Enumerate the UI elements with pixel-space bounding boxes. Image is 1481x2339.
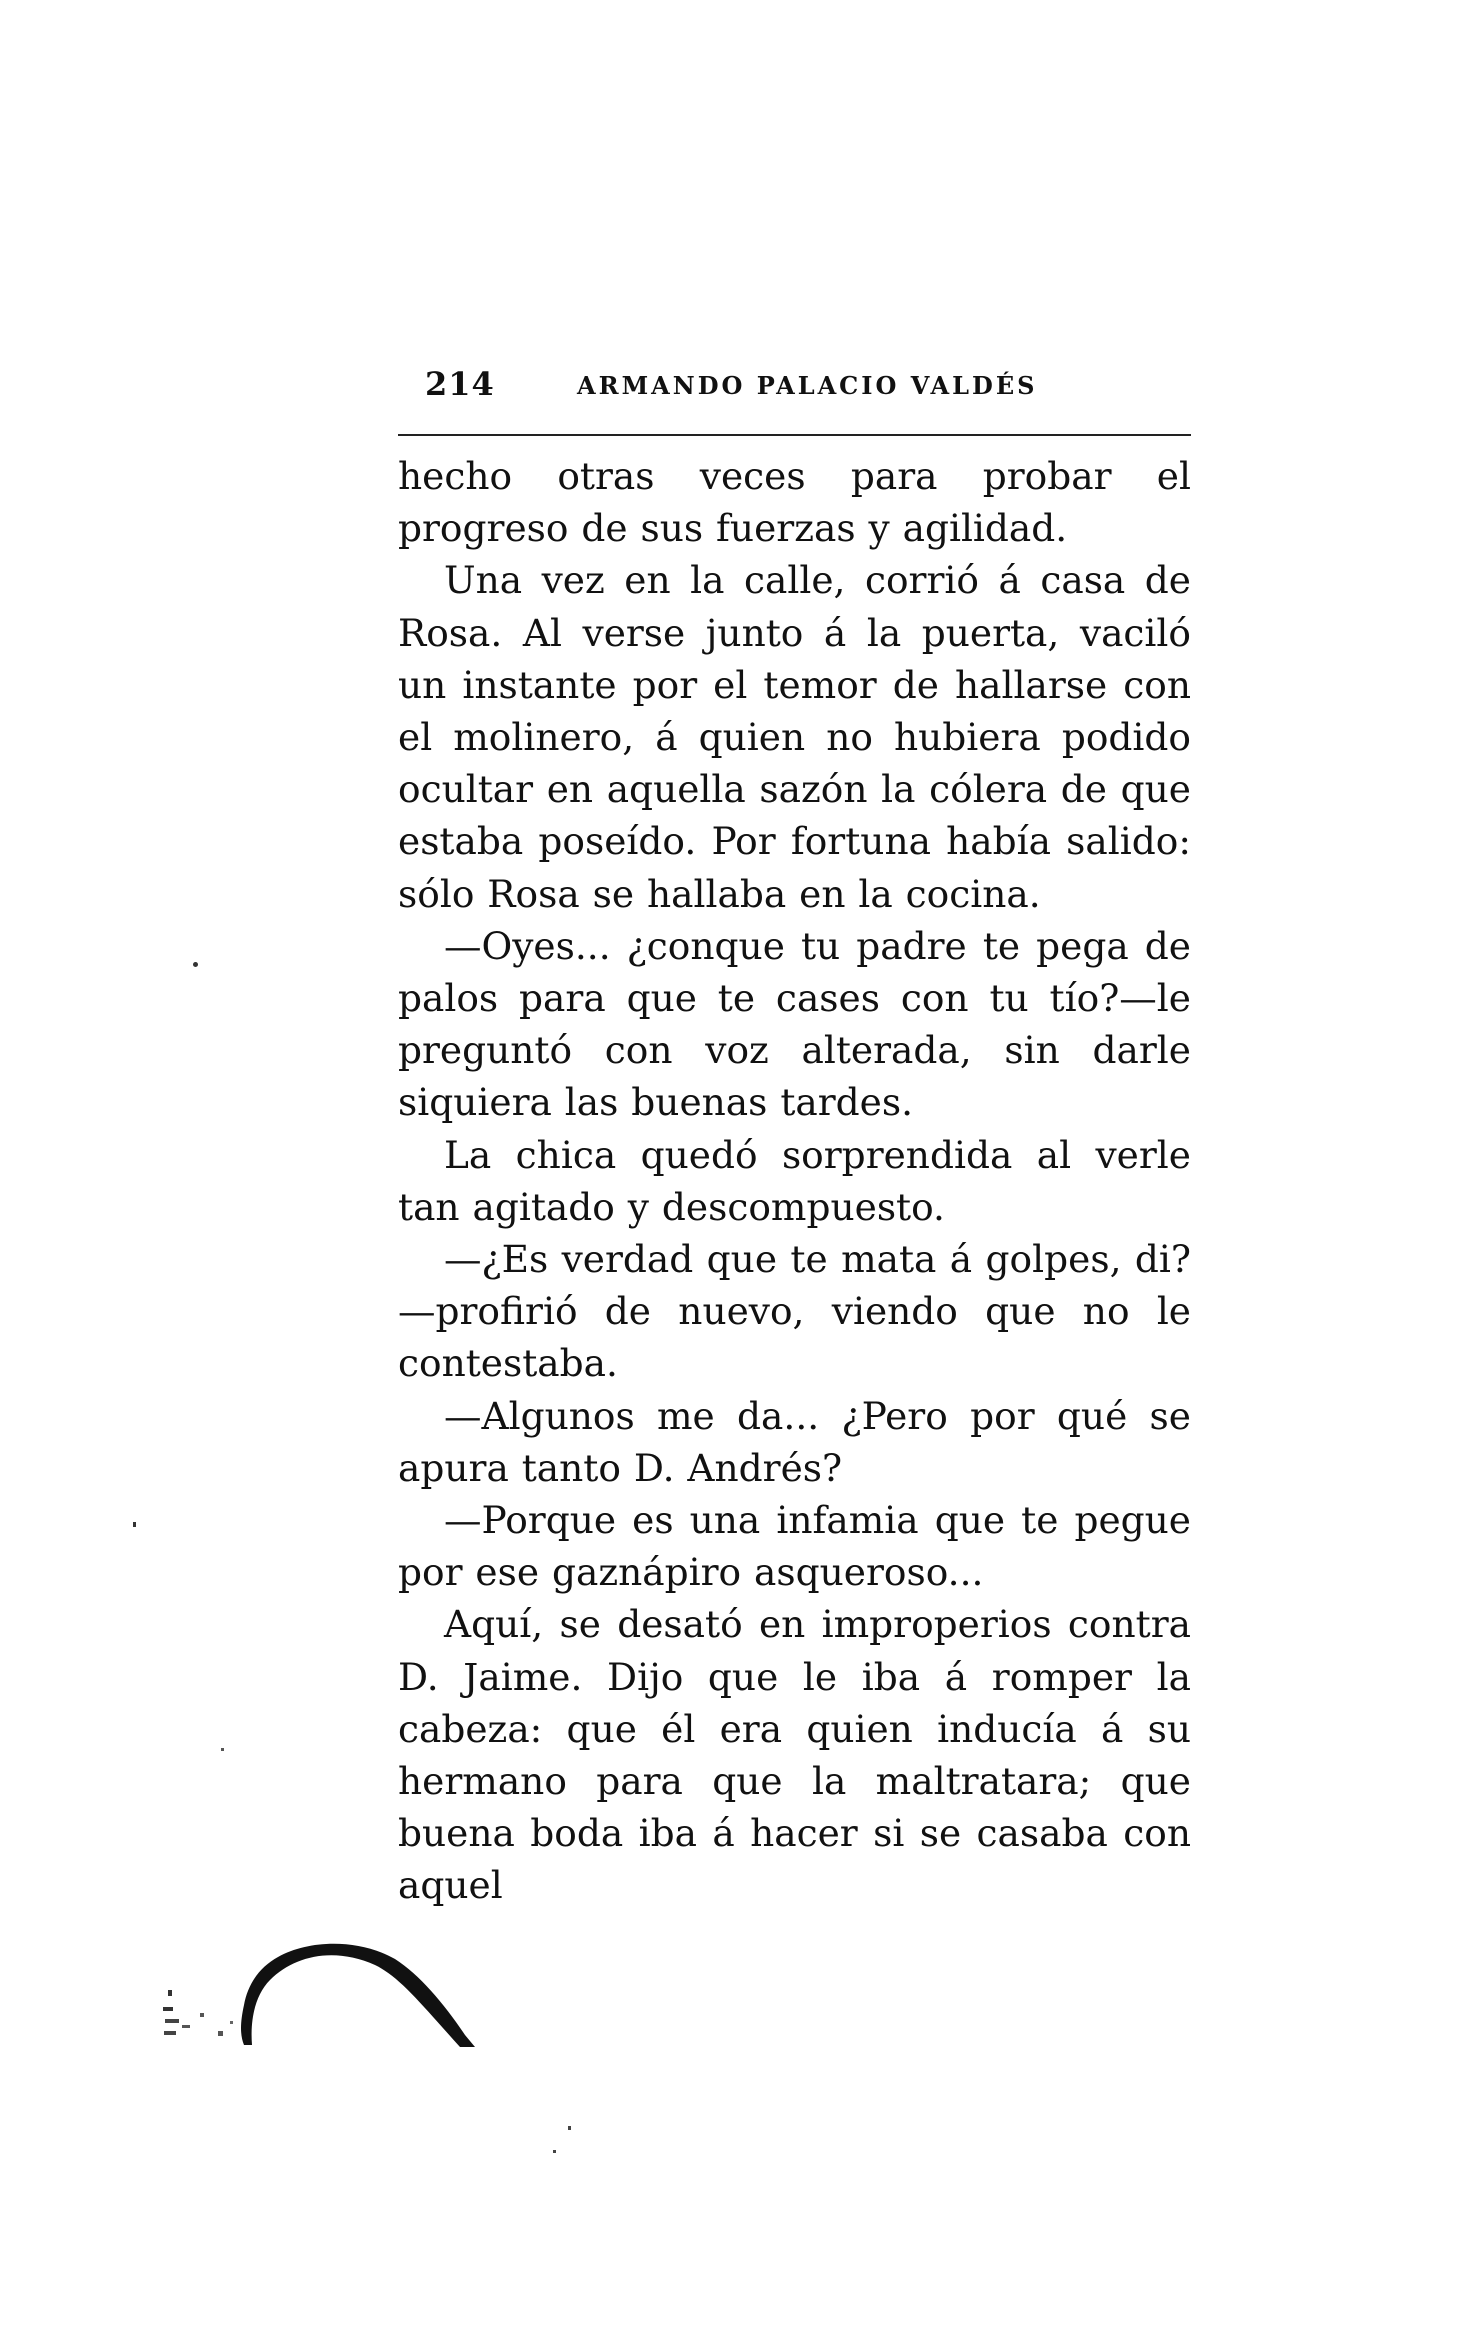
scan-artifact xyxy=(160,1935,480,2055)
scan-speck xyxy=(553,2150,556,2153)
paragraph-6: —Algunos me da... ¿Pero por qué se apura tanto D. Andrés? xyxy=(398,1393,1191,1490)
paragraph-2: Una vez en la calle, corrió á casa de Rosa. Al verse junto á la puerta, vaciló un instante por el temor de hallarse con el molinero, á quien no hubiera podido ocultar en aquella sazón la cólera de que estaba poseído. Por fortuna había salido: sólo Rosa se hallaba en la cocina. xyxy=(398,558,1191,916)
paragraph-5: —¿Es verdad que te mata á golpes, di? —profirió de nuevo, viendo que no le contestaba. xyxy=(398,1237,1191,1386)
scan-speck xyxy=(133,1522,136,1527)
paragraph-1: hecho otras veces para probar el progreso de sus fuerzas y agilidad. xyxy=(398,454,1191,551)
body-text xyxy=(398,450,1191,1912)
scan-speck xyxy=(221,1748,224,1751)
running-head: ARMANDO PALACIO VALDÉS xyxy=(577,371,1038,400)
scan-speck xyxy=(193,962,198,967)
header-rule xyxy=(398,434,1191,436)
scan-speck xyxy=(568,2126,571,2130)
paragraph-4: La chica quedó sorprendida al verle tan agitado y descompuesto. xyxy=(398,1132,1191,1229)
paragraph-3: —Oyes... ¿conque tu padre te pega de palos para que te cases con tu tío?—le preguntó con voz alterada, sin darle siquiera las buenas tardes. xyxy=(398,923,1191,1125)
paragraph-8: Aquí, se desató en improperios contra D. Jaime. Dijo que le iba á romper la cabeza: que él era quien inducía á su hermano para que la maltratara; que buena boda iba á hacer si se casaba con aquel xyxy=(398,1602,1191,1908)
page-number: 214 xyxy=(425,365,495,403)
paragraph-7: —Porque es una infamia que te pegue por ese gaznápiro asqueroso... xyxy=(398,1498,1191,1595)
page-header xyxy=(425,365,1195,409)
